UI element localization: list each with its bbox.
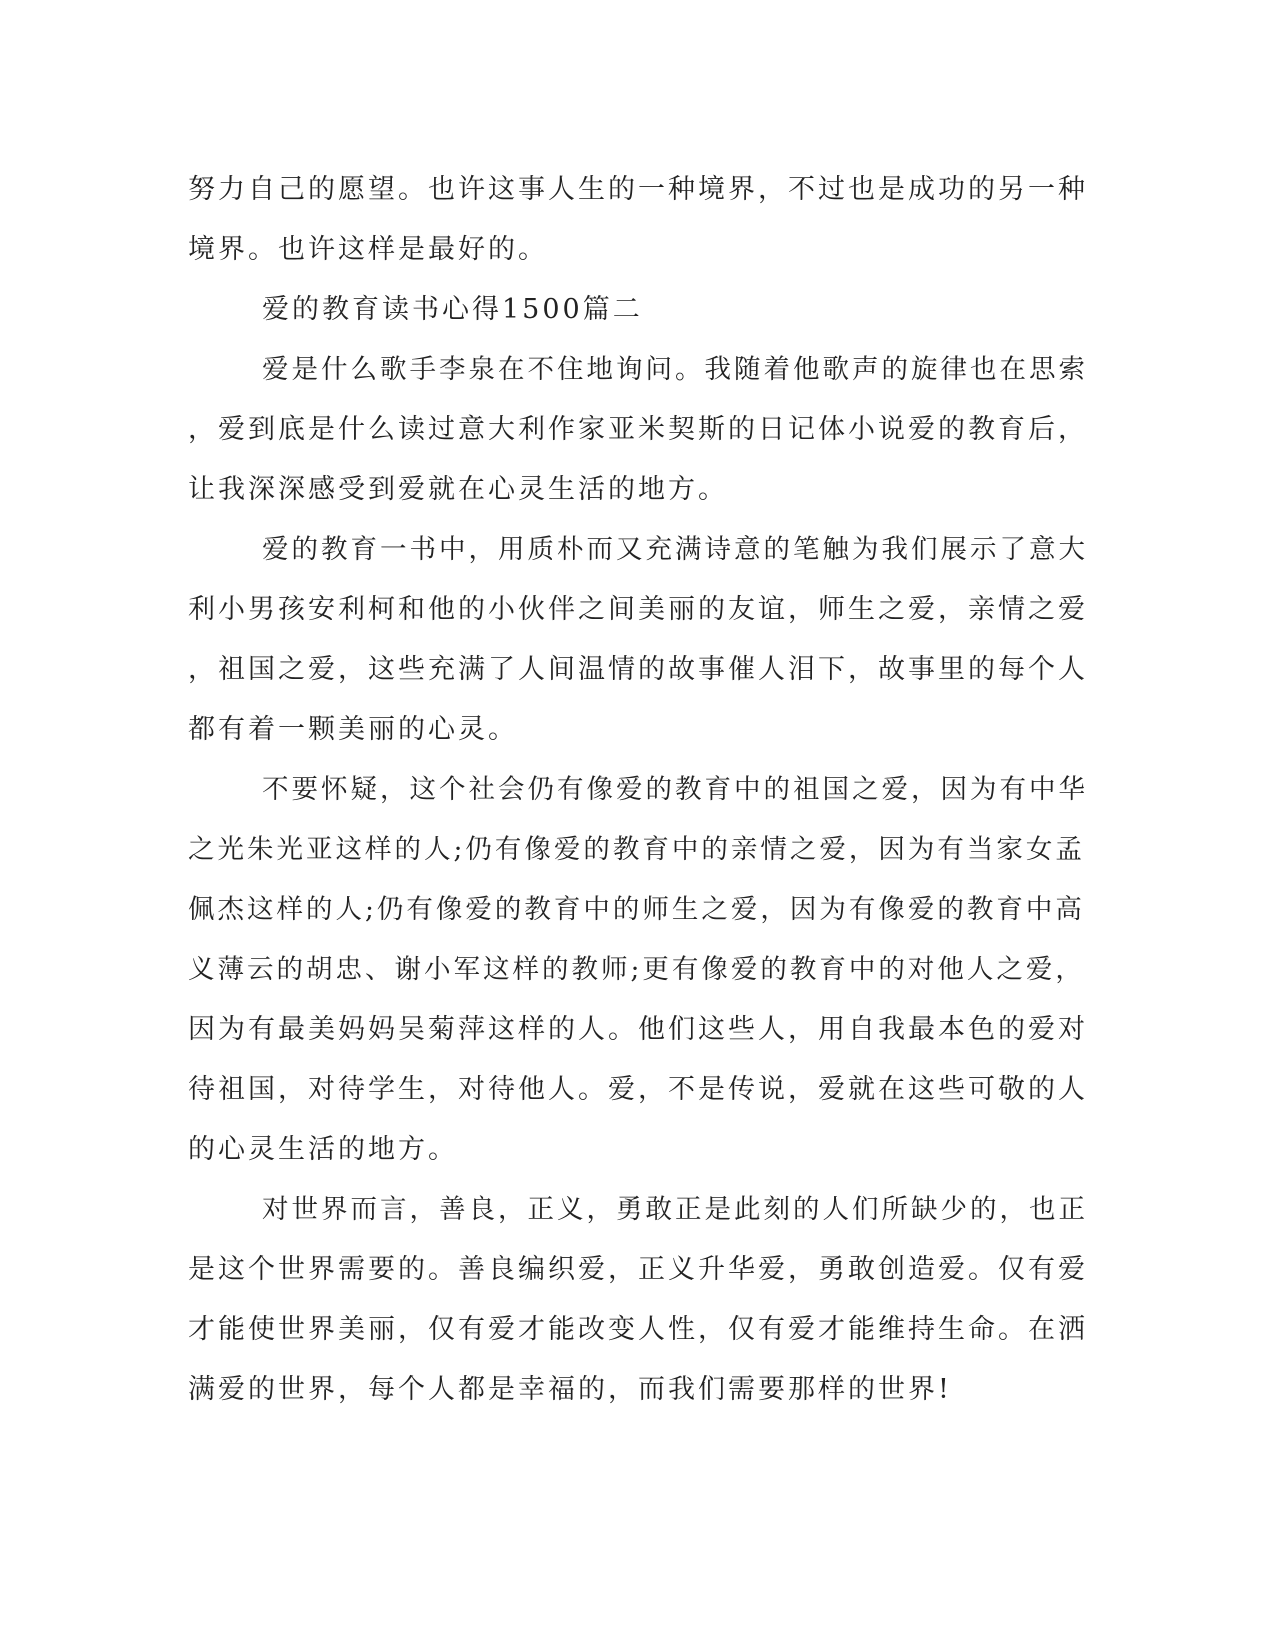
text-line: 才能使世界美丽，仅有爱才能改变人性，仅有爱才能维持生命。在洒 — [188, 1314, 1088, 1345]
text-line: 的心灵生活的地方。 — [188, 1134, 458, 1165]
document-body — [188, 160, 1088, 1420]
text-line: 不要怀疑，这个社会仍有像爱的教育中的祖国之爱，因为有中华 — [262, 774, 1088, 805]
text-line: 努力自己的愿望。也许这事人生的一种境界，不过也是成功的另一种 — [188, 174, 1088, 205]
text-line: 让我深深感受到爱就在心灵生活的地方。 — [188, 474, 728, 505]
text-line: 待祖国，对待学生，对待他人。爱，不是传说，爱就在这些可敬的人 — [188, 1074, 1088, 1105]
text-line: 利小男孩安利柯和他的小伙伴之间美丽的友谊，师生之爱，亲情之爱 — [188, 594, 1088, 625]
text-line: 爱是什么歌手李泉在不住地询问。我随着他歌声的旋律也在思索 — [262, 354, 1088, 385]
text-line: 佩杰这样的人;仍有像爱的教育中的师生之爱，因为有像爱的教育中高 — [188, 894, 1085, 925]
text-line: 因为有最美妈妈吴菊萍这样的人。他们这些人，用自我最本色的爱对 — [188, 1014, 1088, 1045]
text-line: 对世界而言，善良，正义，勇敢正是此刻的人们所缺少的，也正 — [262, 1194, 1088, 1225]
text-line: 都有着一颗美丽的心灵。 — [188, 714, 518, 745]
text-line: 爱的教育一书中，用质朴而又充满诗意的笔触为我们展示了意大 — [262, 534, 1088, 565]
text-line: 义薄云的胡忠、谢小军这样的教师;更有像爱的教育中的对他人之爱， — [188, 954, 1085, 985]
section-heading: 爱的教育读书心得1500篇二 — [262, 294, 643, 325]
text-line: 满爱的世界，每个人都是幸福的，而我们需要那样的世界! — [188, 1374, 952, 1405]
text-line: 是这个世界需要的。善良编织爱，正义升华爱，勇敢创造爱。仅有爱 — [188, 1254, 1088, 1285]
text-line: ，祖国之爱，这些充满了人间温情的故事催人泪下，故事里的每个人 — [188, 654, 1088, 685]
text-line: 之光朱光亚这样的人;仍有像爱的教育中的亲情之爱，因为有当家女孟 — [188, 834, 1085, 865]
text-line: 境界。也许这样是最好的。 — [188, 234, 548, 265]
text-line: ，爱到底是什么读过意大利作家亚米契斯的日记体小说爱的教育后， — [188, 414, 1088, 445]
